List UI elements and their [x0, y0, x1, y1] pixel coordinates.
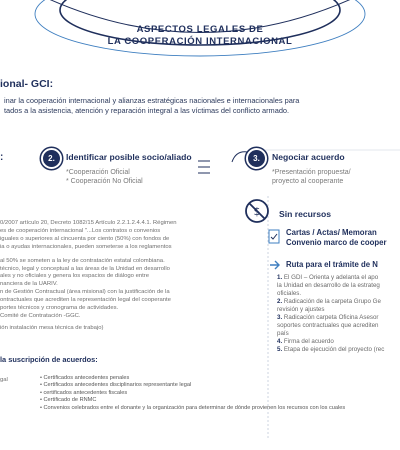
cartas-line: Convenio marco de cooper: [286, 238, 387, 247]
step2-items: [66, 168, 143, 186]
cartas-line: Cartas / Actas/ Memoran: [286, 228, 377, 237]
step2-item: *Cooperación Oficial: [66, 169, 130, 176]
no-money-icon: [243, 197, 271, 225]
page-title-line-2: LA COOPERACIÓN INTERNACIONAL: [107, 36, 293, 47]
ruta-item: país: [277, 330, 289, 337]
ruta-list: [277, 274, 384, 354]
ruta-item: 4. Firma del acuerdo: [277, 338, 334, 345]
ruta-item: soportes contractuales que acrediten: [277, 322, 379, 329]
legal-line: al 50% se someten a la ley de contratación estatal colombiana.: [0, 257, 165, 264]
legal-line: n de Gestión Contractual (área misional) con la justificación de la: [0, 289, 170, 296]
requirements-list: [40, 375, 345, 412]
step3-items: [272, 168, 351, 186]
section-colon: :: [0, 152, 4, 163]
requirement-item: • Convenios celebrados entre el donante y la organización para determinar de dónde provienen los recursos con los cuales: [40, 404, 346, 411]
legal-line: portes técnicos y cronograma de actividades.: [0, 305, 119, 312]
handshake-icon: [196, 157, 212, 177]
intro-line: tados a la asistencia, atención y reparación integral a las víctimas del conflicto armado.: [4, 106, 290, 115]
page-title-line-1: ASPECTOS LEGALES DE: [136, 24, 264, 35]
ruta-item: 5. Etapa de ejecución del proyecto (rec: [277, 346, 385, 353]
svg-text:$: $: [253, 205, 261, 218]
step2-item: * Cooperación No Oficial: [66, 178, 143, 186]
legal-line: nanciera de la UARIV.: [0, 281, 58, 288]
ruta-item: revisión y ajustes: [277, 306, 325, 313]
requirement-item: • Certificados antecedentes penales: [40, 375, 130, 381]
legal-line: 0/2007 artículo 20, Decreto 1082/15 Artículo 2.2.1.2.4.4.1. Régimen: [0, 220, 177, 226]
intro-paragraph: [4, 96, 396, 116]
legal-line: ontractuales que acrediten la representación legal del cooperante: [0, 297, 171, 304]
legal-line: iguales o superiores al cincuenta por ciento (50%) con fondos de: [0, 235, 170, 242]
intro-heading: ional- GCI:: [0, 78, 54, 90]
sin-recursos-title: Sin recursos: [279, 209, 332, 219]
requirement-item: • Certificados antecedentes disciplinarios representante legal: [40, 382, 192, 389]
route-arrow-icon: [268, 258, 282, 272]
legal-line: es de cooperación internacional "...Los contratos o convenios: [0, 227, 161, 234]
ruta-item: 3. Radicación carpeta Oficina Asesor: [277, 314, 379, 321]
step-number-badge: 3.: [246, 148, 267, 169]
subscription-heading: la suscripción de acuerdos:: [0, 355, 98, 364]
legal-line: ia o ayudas internacionales, pueden someterse a los reglamentos: [0, 243, 172, 250]
intro-line: inar la cooperación internacional y alianzas estratégicas nacionales e internacionales para: [4, 96, 300, 105]
cartas-block: [286, 228, 387, 248]
legal-line: ión instalación mesa técnica de trabajo): [0, 324, 104, 331]
document-check-icon: [268, 229, 282, 245]
ruta-title: Ruta para el trámite de N: [286, 260, 378, 269]
legal-line: técnico, legal y conceptual a las áreas de la Unidad en desarrollo: [0, 265, 170, 272]
step-number-badge: 2.: [41, 148, 62, 169]
requirement-item: • certificados antecedentes fiscales: [40, 389, 128, 396]
legal-text-block: [0, 220, 177, 333]
step3-title: Negociar acuerdo: [272, 152, 345, 162]
ruta-item: 2. Radicación de la carpeta Grupo Ge: [277, 298, 381, 305]
requirement-item: • Certificado de RNMC: [40, 397, 97, 404]
legal-line: ales y no oficiales y genera los espacios de diálogo entre: [0, 273, 149, 280]
ruta-item: la Unidad en desarrollo de la estrateg: [277, 282, 380, 289]
ruta-item: oficiales.: [277, 290, 302, 297]
ruta-item: 1. El GDI – Orienta y adelanta el apo: [277, 274, 379, 281]
step3-item: proyecto al cooperante: [272, 178, 344, 186]
step3-item: *Presentación propuesta/: [272, 169, 351, 176]
left-fragment: gal: [0, 377, 8, 383]
legal-line: Comité de Contratación -GGC.: [0, 312, 81, 319]
step2-title: Identificar posible socio/aliado: [66, 152, 192, 162]
